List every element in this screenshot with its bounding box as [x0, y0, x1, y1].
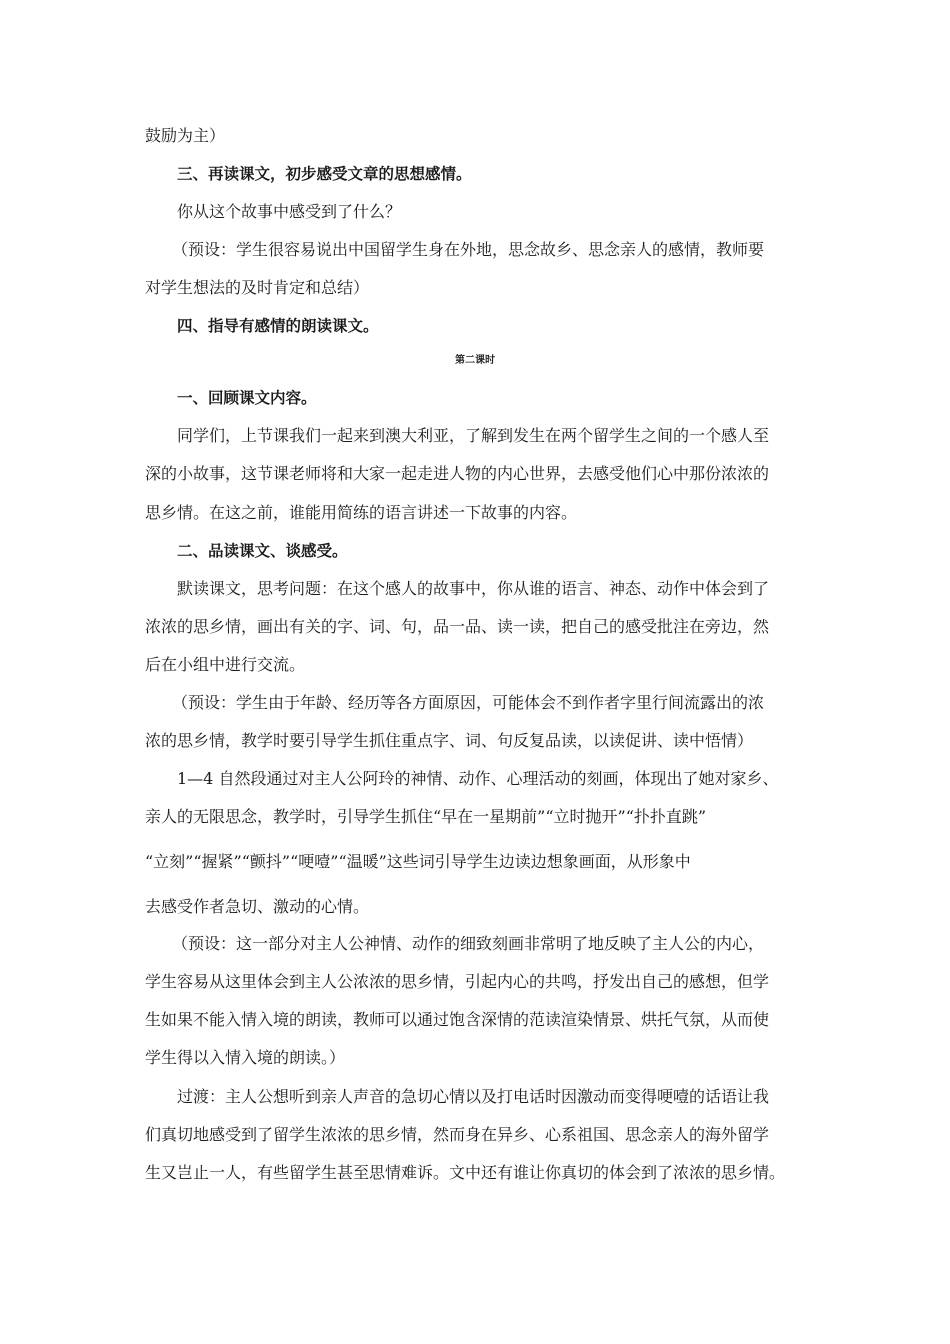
- text-line: 浓的思乡情，教学时要引导学生抓住重点字、词、句反复品读，以读促讲、读中悟情）: [145, 731, 754, 750]
- text-line: （预设：这一部分对主人公神情、动作的细致刻画非常明了地反映了主人公的内心，: [172, 934, 765, 953]
- section-heading: 二、品读课文、谈感受。: [177, 542, 348, 560]
- text-line: 深的小故事，这节课老师将和大家一起走进人物的内心世界，去感受他们心中那份浓浓的: [145, 464, 770, 483]
- text-line: 1—4 自然段通过对主人公阿玲的神情、动作、心理活动的刻画，体现出了她对家乡、: [177, 769, 779, 788]
- text-line: 们真切地感受到了留学生浓浓的思乡情，然而身在异乡、心系祖国、思念亲人的海外留学: [145, 1125, 770, 1144]
- text-line: 亲人的无限思念，教学时，引导学生抓住“早在一星期前”“立时抛开”“扑扑直跳”: [145, 807, 707, 826]
- text-line: “立刻”“握紧”“颤抖”“哽噎”“温暖”这些词引导学生边读边想象画面，从形象中: [145, 852, 691, 871]
- text-line: 思乡情。在这之前，谁能用简练的语言讲述一下故事的内容。: [145, 503, 578, 522]
- text-line: 生如果不能入情入境的朗读，教师可以通过饱含深情的范读渲染情景、烘托气氛，从而使: [145, 1010, 770, 1029]
- text-line: 学生容易从这里体会到主人公浓浓的思乡情，引起内心的共鸣，抒发出自己的感想，但学: [145, 972, 770, 991]
- lesson-title: 第二课时: [455, 355, 495, 366]
- section-heading: 一、回顾课文内容。: [177, 389, 317, 407]
- text-line: （预设：学生由于年龄、经历等各方面原因，可能体会不到作者字里行间流露出的浓: [172, 693, 765, 712]
- text-line: 你从这个故事中感受到了什么？: [177, 202, 402, 221]
- text-line: 后在小组中进行交流。: [145, 655, 306, 674]
- section-heading: 四、指导有感情的朗读课文。: [177, 317, 379, 335]
- text-line: 生又岂止一人，有些留学生甚至思情难诉。文中还有谁让你真切的体会到了浓浓的思乡情。: [145, 1163, 786, 1182]
- text-line: 对学生想法的及时肯定和总结）: [145, 278, 370, 297]
- text-line: 去感受作者急切、激动的心情。: [145, 897, 370, 916]
- text-line: 学生得以入情入境的朗读。）: [145, 1048, 346, 1067]
- text-line: 浓浓的思乡情，画出有关的字、词、句，品一品、读一读，把自己的感受批注在旁边，然: [145, 617, 770, 636]
- text-line: 过渡：主人公想听到亲人声音的急切心情以及打电话时因激动而变得哽噎的话语让我: [177, 1087, 770, 1106]
- text-line: 默读课文，思考问题：在这个感人的故事中，你从谁的语言、神态、动作中体会到了: [177, 579, 770, 598]
- text-line: （预设：学生很容易说出中国留学生身在外地，思念故乡、思念亲人的感情，教师要: [172, 240, 765, 259]
- text-line: 鼓励为主）: [145, 126, 226, 145]
- text-line: 同学们，上节课我们一起来到澳大利亚，了解到发生在两个留学生之间的一个感人至: [177, 426, 770, 445]
- section-heading: 三、再读课文，初步感受文章的思想感情。: [177, 165, 472, 183]
